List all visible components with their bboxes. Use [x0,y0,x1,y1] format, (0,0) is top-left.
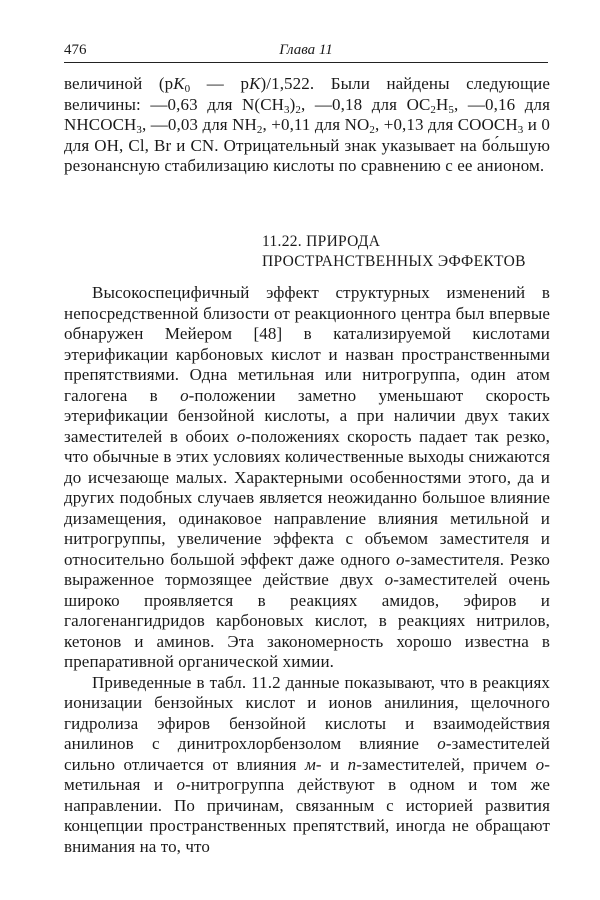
italic-text: м [304,754,316,774]
subscript: 3 [136,124,142,136]
intro-paragraph [64,74,550,177]
subscript: 2 [295,103,301,116]
section-heading-line-1: 11.22. ПРИРОДА [262,233,381,250]
italic-text: п [347,754,357,774]
text-run: , —0,18 для OC [301,94,431,114]
text-run: , +0,11 для NO [262,115,370,134]
body-paragraph [64,673,550,858]
page-number: 476 [64,42,87,58]
italic-text: о [236,426,246,446]
italic-text: о [437,734,446,753]
section-heading-line-2: ПРОСТРАНСТВЕННЫХ ЭФФЕКТОВ [262,253,526,270]
text-run: — p [190,74,250,93]
section-heading [262,232,552,272]
text-run: и 0 для OH, Cl, Br и CN. Отрицательный знак указывает на бо́льшую резонансную стабилизацию кислоты по сравнению с ее анионом. [64,115,551,175]
italic-text: о [180,385,189,405]
intro-text [64,74,550,177]
text-run: ) [289,94,296,114]
italic-text: о [535,754,545,774]
italic-text: K [249,74,261,93]
text-run: Приведенные в табл. 11.2 данные показывают, что в реакциях ионизации бензойных кислот и ионов анилиния, щелочного гидролиза эфиров бензойной кислоты и взаимодействия анилинов с динитрохлорбензолом влияние [64,672,550,753]
subscript: 0 [184,83,191,95]
text-run: -заместителей очень широко проявляется в реакциях амидов, эфиров и галогенангидридов карбоновых кислот, в реакциях нитрилов, кетонов и аминов. Эта закономерность хорошо известна в препаративной органической химии. [64,570,550,671]
subscript: 5 [448,103,454,116]
subscript: 3 [284,103,290,116]
subscript: 2 [256,124,263,136]
text-run: -положении заметно уменьшают скорость этерификации бензойной кислоты, а при наличии двух таких заместителей в обоих [64,385,550,446]
text-run: -метильная и [64,754,550,794]
text-run: H [436,94,449,114]
italic-text: о [396,549,405,569]
subscript: 3 [517,124,524,136]
body-paragraph [64,283,550,673]
text-run: , +0,13 для COOCH [374,115,518,134]
text-run: , —0,16 для NHCOCH [64,94,550,134]
body-text [64,283,550,857]
running-header [64,40,548,63]
subscript: 2 [369,124,375,136]
text-run: - и [315,754,348,774]
chapter-title: Глава 11 [279,42,333,58]
text-run: -положениях скорость падает так резко, что обычные в этих условиях количественные выходы снижаются до исчезающе малых. Характерными особенностями этого, да и других подобных случаев является неожиданно большое влияние дизамещения, одинаковое направление влияния метильной и нитрогруппы, увеличение эффекта с объемом заместителя и относительно большой эффект даже одного [64,426,550,569]
italic-text: K [173,74,185,93]
text-run: -нитрогруппа действуют в одном и том же направлении. По причинам, связанным с историей развития концепции пространственных препятствий, иногда не обращают внимания на то, что [64,775,550,856]
subscript: 2 [430,103,436,116]
text-run: , —0,03 для NH [142,115,257,134]
text-run: величиной (p [64,74,174,93]
text-run: -заместителей, причем [356,754,536,774]
text-run: Высокоспецифичный эффект структурных изменений в непосредственной близости от реакционного центра был впервые обнаружен Мейером [48] в катализируемой кислотами этерификации карбоновых кислот и назван пространственными препятствиями. Одна метильная или нитрогруппа, один атом галогена в [64,283,550,405]
italic-text: о [176,775,186,794]
italic-text: о [384,570,394,589]
text-run: -заместителя. Резко выраженное тормозящее действие двух [64,549,551,589]
text-run: )/1,522. Были найдены следующие величины: —0,63 для N(CH [64,74,550,114]
text-run: -заместителей сильно отличается от влияния [64,734,550,774]
